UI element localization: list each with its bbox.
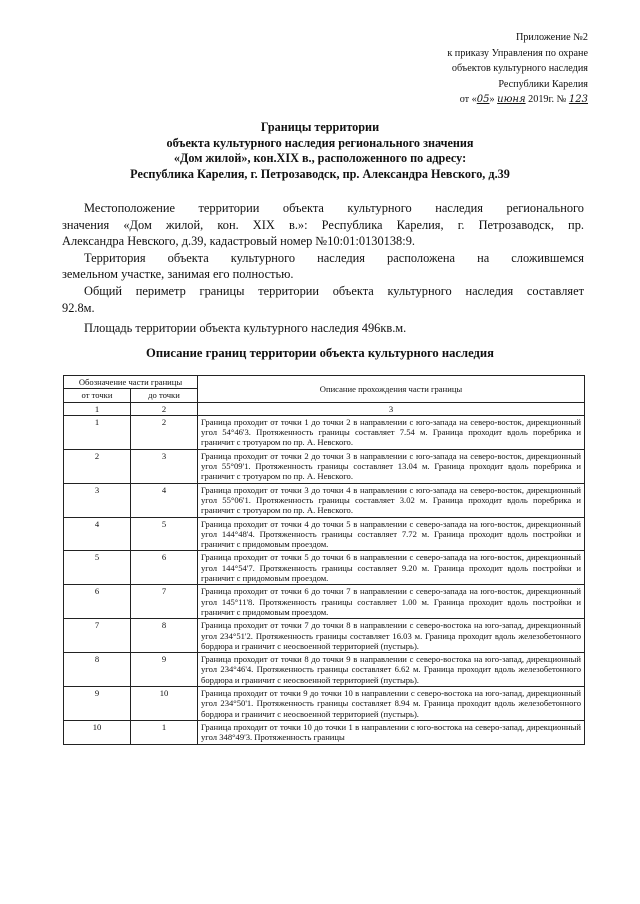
from-point: 2 [64,449,131,483]
title-line: Границы территории [260,120,380,134]
to-point: 1 [131,720,198,744]
header-to: до точки [131,389,198,402]
text-line: значения «Дом жилой, кон. XIX в.»: Республика Карелия, г. Петрозаводск, пр. [62,217,584,232]
table-row [64,585,585,619]
paragraph-perimeter [62,283,584,316]
paragraph-area [84,320,584,337]
order-date [358,92,588,108]
segment-description: Граница проходит от точки 8 до точки 9 в направлении с северо-востока на юго-запад, дирекционный угол 234°46'4. Протяженность границы составляет 6.62 м. Граница проходит вдоль железобетонного бордюра и граничит с неосвоенной территорией (пустырь). [198,653,585,687]
table-row [64,653,585,687]
from-point: 6 [64,585,131,619]
segment-description: Граница проходит от точки 4 до точки 5 в направлении с северо-запада на юго-восток, дирекционный угол 144°48'4. Протяженность границы составляет 7.72 м. Граница проходит вдоль постройки и граничит с придомовым проездом. [198,517,585,551]
from-point: 3 [64,483,131,517]
from-point: 7 [64,619,131,653]
table-row [64,483,585,517]
section-title: Описание границ территории объекта культурного наследия [146,346,494,360]
segment-description: Граница проходит от точки 3 до точки 4 в направлении с юго-запада на северо-восток, дирекционный угол 55°06'1. Протяженность границы составляет 3.02 м. Граница проходит вдоль поребрика и граничит с тротуаром по пр. А. Невского. [198,483,585,517]
date-mid: » [489,94,498,106]
table-row [64,687,585,721]
order-number: 123 [568,94,588,106]
text-line: Площадь территории объекта культурного наследия 496кв.м. [84,321,407,336]
text-line: 92.8м. [62,300,95,315]
segment-description: Граница проходит от точки 2 до точки 3 в направлении с юго-запада на северо-восток, дирекционный угол 55°09'1. Протяженность границы составляет 13.04 м. Граница проходит вдоль поребрика и граничит с тротуаром по пр. А. Невского. [198,449,585,483]
date-year: 2019г. № [525,94,569,106]
body-text [62,200,584,337]
to-point: 6 [131,551,198,585]
segment-description: Граница проходит от точки 7 до точки 8 в направлении с северо-востока на юго-запад, дирекционный угол 234°51'2. Протяженность границы составляет 16.03 м. Граница проходит вдоль железобетонного бордюра и граничит с неосвоенной территорией (пустырь). [198,619,585,653]
from-point: 9 [64,687,131,721]
segment-description: Граница проходит от точки 5 до точки 6 в направлении с северо-запада на юго-восток, дирекционный угол 144°54'7. Протяженность границы составляет 9.20 м. Граница проходит вдоль постройки и граничит с придомовым проездом. [198,551,585,585]
paragraph-territory [62,250,584,283]
segment-description: Граница проходит от точки 9 до точки 10 в направлении с северо-востока на юго-запад, дирекционный угол 234°50'1. Протяженность границы составляет 8.94 м. Граница проходит вдоль железобетонного бордюра и граничит с неосвоенной территорией (пустырь). [198,687,585,721]
from-point: 5 [64,551,131,585]
table-row [64,551,585,585]
date-month: июня [497,94,526,106]
table-row [64,415,585,449]
from-point: 1 [64,415,131,449]
segment-description: Граница проходит от точки 10 до точки 1 в направлении с юго-востока на северо-запад, дирекционный угол 348°49'3. Протяженность границы [198,720,585,744]
from-point: 8 [64,653,131,687]
table-row [64,720,585,744]
to-point: 8 [131,619,198,653]
appendix-line: Республики Карелия [498,78,588,90]
index-cell: 3 [198,402,585,415]
to-point: 5 [131,517,198,551]
date-day: 05 [476,94,490,106]
to-point: 7 [131,585,198,619]
table-row [64,449,585,483]
text-line: Александра Невского, д.39, кадастровый номер №10:01:0130138:9. [62,234,415,249]
index-cell: 1 [64,402,131,415]
text-line: Территория объекта культурного наследия расположена на сложившемся [84,250,584,265]
text-line: Местоположение территории объекта культурного наследия регионального [84,201,584,215]
to-point: 3 [131,449,198,483]
appendix-line: объектов культурного наследия [451,63,588,75]
text-line: Общий периметр границы территории объекта культурного наследия составляет [84,283,584,298]
title-line: Республика Карелия, г. Петрозаводск, пр. Александра Невского, д.39 [130,166,510,181]
appendix-line: к приказу Управления по охране [447,47,588,59]
table-row [64,619,585,653]
from-point: 4 [64,517,131,551]
header-description: Описание прохождения части границы [198,376,585,403]
title-line: объекта культурного наследия регионального значения [166,135,474,150]
header-from: от точки [64,389,131,402]
paragraph-location [62,200,584,250]
header-group: Обозначение части границы [64,376,198,389]
boundary-table [63,375,585,745]
to-point: 2 [131,415,198,449]
to-point: 10 [131,687,198,721]
segment-description: Граница проходит от точки 1 до точки 2 в направлении с юго-запада на северо-восток, дирекционный угол 54°46'3. Протяженность границы составляет 7.54 м. Граница проходит вдоль поребрика и граничит с тротуаром по пр. А. Невского. [198,415,585,449]
text-line: земельном участке, занимая его полностью. [62,267,294,282]
to-point: 9 [131,653,198,687]
to-point: 4 [131,483,198,517]
document-title [40,120,600,182]
date-prefix: от « [459,94,477,106]
title-line: «Дом жилой», кон.XIX в., расположенного по адресу: [173,151,467,166]
appendix-line: Приложение №2 [515,32,588,43]
segment-description: Граница проходит от точки 6 до точки 7 в направлении с северо-запада на юго-восток, дирекционный угол 145°11'8. Протяженность границы составляет 1.00 м. Граница проходит вдоль постройки и граничит с придомовым проездом. [198,585,585,619]
table-row [64,517,585,551]
appendix-header [358,30,588,108]
from-point: 10 [64,720,131,744]
index-cell: 2 [131,402,198,415]
